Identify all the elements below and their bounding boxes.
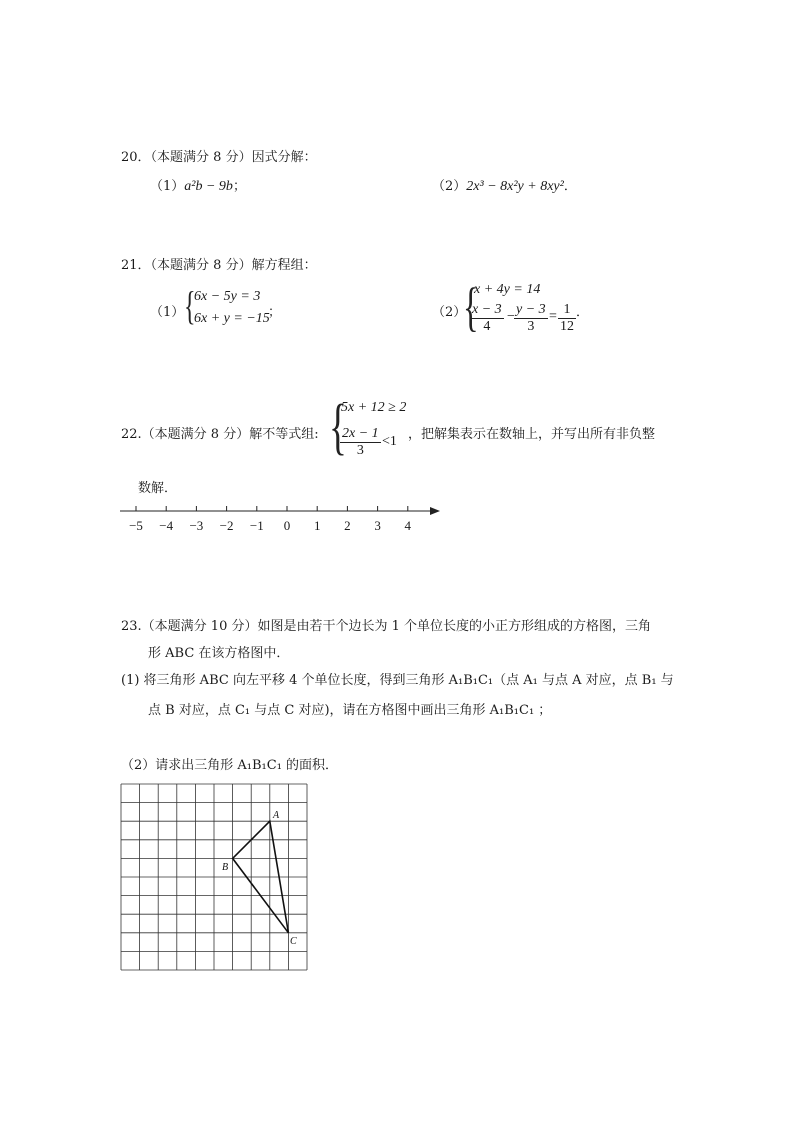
number-line-tick-label: 1: [313, 518, 321, 533]
number-line-arrow: [430, 507, 440, 515]
fraction-denominator: 3: [356, 443, 364, 458]
q20-part1-end: ；: [232, 179, 246, 194]
q21-part2-equals: =: [549, 309, 557, 324]
number-line-tick-label: −2: [219, 518, 234, 533]
q21-part2-label: （2）: [432, 305, 467, 320]
q23-part1-line2: 点 B 对应，点 C₁ 与点 C 对应)，请在方格图中画出三角形 A₁B₁C₁ ；: [148, 703, 552, 718]
number-line-tick-label: 2: [344, 518, 351, 533]
q21-part1-eq2: 6x + y = −15: [194, 311, 270, 326]
number-line-tick-label: 0: [283, 518, 291, 533]
fraction-numerator: x − 3: [472, 302, 502, 317]
q21-part2-brace: {: [463, 277, 479, 337]
q22-tail2: 数解．: [138, 481, 178, 496]
number-line-tick-label: −4: [159, 518, 174, 533]
square-grid: [118, 781, 318, 981]
q23-header: 23.（本题满分 10 分）如图是由若干个边长为 1 个单位长度的小正方形组成的方格图，三角: [121, 619, 652, 634]
q20-part2-label: （2）: [432, 179, 467, 194]
q21-part2-end: ．: [576, 305, 590, 320]
number-line-tick-label: 3: [374, 518, 381, 533]
q21-part2-eq1: x + 4y = 14: [474, 282, 541, 297]
vertex-label-c: C: [290, 936, 297, 947]
q20-part2: [432, 175, 577, 195]
number-line-tick-label: −3: [189, 518, 204, 533]
q22-inequality2-relation: <1: [382, 434, 397, 449]
q20-part2-expression: 2x³ − 8x²y + 8xy²: [466, 179, 564, 194]
vertex-label-b: B: [222, 862, 229, 873]
number-line-tick-label: 4: [404, 518, 412, 533]
q21-part2-fraction2: [514, 302, 548, 335]
q20-part1-label: （1）: [150, 179, 185, 194]
q20-part2-end: ．: [563, 179, 577, 194]
q22-tail: ，把解集表示在数轴上，并写出所有非负整: [408, 427, 656, 442]
fraction-denominator: 3: [527, 319, 535, 334]
vertex-label-a: A: [273, 810, 280, 821]
q22-header: 22.（本题满分 8 分）解不等式组:: [121, 427, 319, 442]
q22-inequality1: 5x + 12 ≥ 2: [341, 400, 407, 415]
q21-part2-minus: −: [507, 309, 515, 324]
number-line-tick-label: −1: [249, 518, 264, 533]
q22-inequality2-fraction: [340, 426, 381, 459]
q22-brace: {: [329, 393, 347, 461]
q20-part1-expression: a²b − 9b: [184, 179, 233, 194]
q20-part1: [150, 175, 246, 195]
fraction-numerator: 2x − 1: [342, 426, 379, 441]
fraction-numerator: y − 3: [516, 302, 546, 317]
fraction-numerator: 1: [563, 302, 571, 317]
number-line-tick-label: −5: [129, 518, 143, 533]
q21-part1-eq1: 6x − 5y = 3: [194, 289, 261, 304]
q21-part1-label: （1）: [150, 305, 185, 320]
q21-part1-brace: {: [184, 283, 196, 328]
q21-part1-end: ；: [268, 305, 282, 320]
q20-header: 20．（本题满分 8 分）因式分解：: [121, 150, 317, 165]
q21-part2-fraction1: [470, 302, 504, 335]
q21-part2-fraction3: [558, 302, 576, 335]
q21-header: 21．（本题满分 8 分）解方程组：: [121, 258, 317, 273]
q23-part2: （2）请求出三角形 A₁B₁C₁ 的面积．: [121, 758, 339, 773]
q23-header2: 形 ABC 在该方格图中．: [148, 646, 290, 661]
fraction-denominator: 12: [560, 319, 574, 334]
q23-part1-line1: (1) 将三角形 ABC 向左平移 4 个单位长度，得到三角形 A₁B₁C₁（点 A₁ 与点 A 对应，点 B₁ 与: [121, 673, 674, 688]
fraction-denominator: 4: [483, 319, 491, 334]
